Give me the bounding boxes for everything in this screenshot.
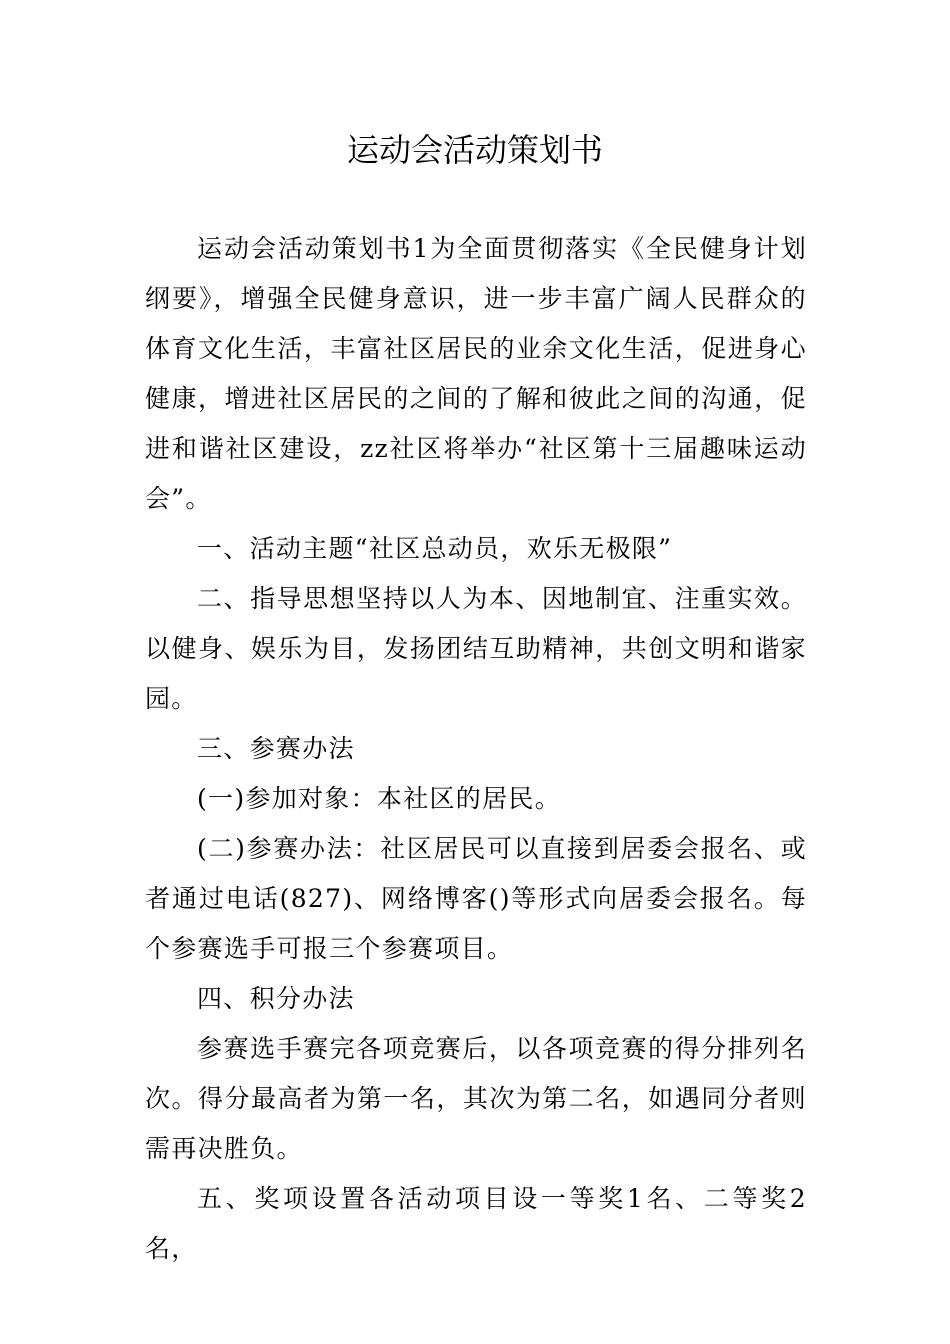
paragraph-registration: (二)参赛办法：社区居民可以直接到居委会报名、或者通过电话(827)、网络博客()等形式向居委会报名。每个参赛选手可报三个参赛项目。 [145, 834, 807, 963]
paragraph-awards: 五、奖项设置各活动项目设一等奖1名、二等奖2名， [145, 1184, 807, 1263]
paragraph-participants: (一)参加对象：本社区的居民。 [197, 784, 562, 813]
paragraph-participation-heading: 三、参赛办法 [197, 734, 355, 763]
paragraph-intro: 运动会活动策划书1为全面贯彻落实《全民健身计划纲要》，增强全民健身意识，进一步丰富广阔人民群众的体育文化生活，丰富社区居民的业余文化生活，促进身心健康，增进社区居民的之间的了解和彼此之间的沟通，促进和谐社区建设，zz社区将举办“社区第十三届趣味运动会”。 [145, 234, 807, 513]
document-body [145, 224, 807, 1274]
paragraph-guiding-idea: 二、指导思想坚持以人为本、因地制宜、注重实效。以健身、娱乐为目，发扬团结互助精神，共创文明和谐家园。 [145, 584, 807, 713]
paragraph-scoring: 参赛选手赛完各项竞赛后，以各项竞赛的得分排列名次。得分最高者为第一名，其次为第二名，如遇同分者则需再决胜负。 [145, 1034, 807, 1163]
paragraph-scoring-heading: 四、积分办法 [197, 984, 355, 1013]
paragraph-theme: 一、活动主题“社区总动员，欢乐无极限” [197, 534, 673, 563]
document-title: 运动会活动策划书 [346, 131, 603, 169]
